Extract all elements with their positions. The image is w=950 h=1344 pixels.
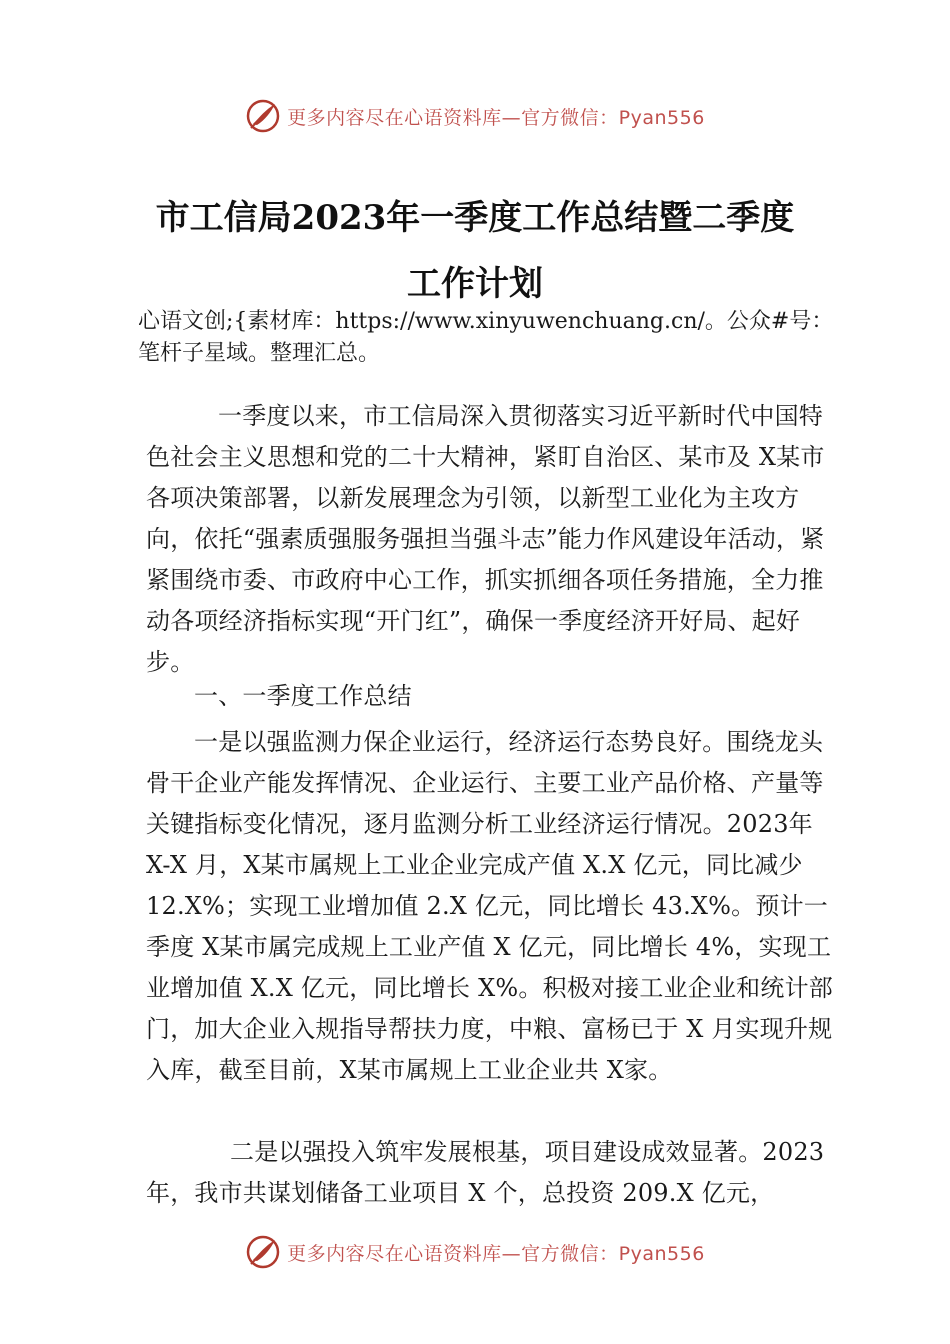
watermark-text: 更多内容尽在心语资料库—官方微信：Pyan556	[287, 106, 705, 129]
section-heading-1: 一、一季度工作总结	[194, 682, 412, 710]
header-watermark-banner	[0, 96, 950, 136]
document-title-line-1: 市工信局2023年一季度工作总结暨二季度	[155, 198, 795, 238]
document-title-line-2: 工作计划	[407, 264, 543, 304]
intro-paragraph: 一季度以来，市工信局深入贯彻落实习近平新时代中国特色社会主义思想和党的二十大精神，紧盯自治区、某市及 X某市各项决策部署，以新发展理念为引领，以新型工业化为主攻方向，依托“强素质强服务强担当强斗志”能力作风建设年活动，紧紧围绕市委、市政府中心工作，抓实抓细各项任务措施，全力推动各项经济指标实现“开门红”，确保一季度经济开好局、起好步。	[146, 402, 825, 676]
quill-logo-icon	[245, 98, 281, 134]
watermark-text: 更多内容尽在心语资料库—官方微信：Pyan556	[287, 1242, 705, 1265]
footer-watermark-banner	[0, 1232, 950, 1272]
point-1-paragraph: 一是以强监测力保企业运行，经济运行态势良好。围绕龙头骨干企业产能发挥情况、企业运行、主要工业产品价格、产量等关键指标变化情况，逐月监测分析工业经济运行情况。2023年 X-X 月，X某市属规上工业企业完成产值 X.X 亿元，同比减少 12.X%；实现工业增加值 2.X 亿元，同比增长 43.X%。预计一季度 X某市属完成规上工业产值 X 亿元，同比增长 4%，实现工业增加值 X.X 亿元，同比增长 X%。积极对接工业企业和统计部门，加大企业入规指导帮扶力度，中粮、富杨已于 X 月实现升规入库，截至目前，X某市属规上工业企业共 X家。	[146, 728, 833, 1084]
point-2-paragraph: 二是以强投入筑牢发展根基，项目建设成效显著。2023年，我市共谋划储备工业项目 X 个，总投资 209.X 亿元，	[146, 1138, 825, 1207]
source-note: 心语文创;{素材库：https://www.xinyuwenchuang.cn/。公众#号：笔杆子星域。整理汇总。	[138, 309, 834, 366]
quill-logo-icon	[245, 1234, 281, 1270]
